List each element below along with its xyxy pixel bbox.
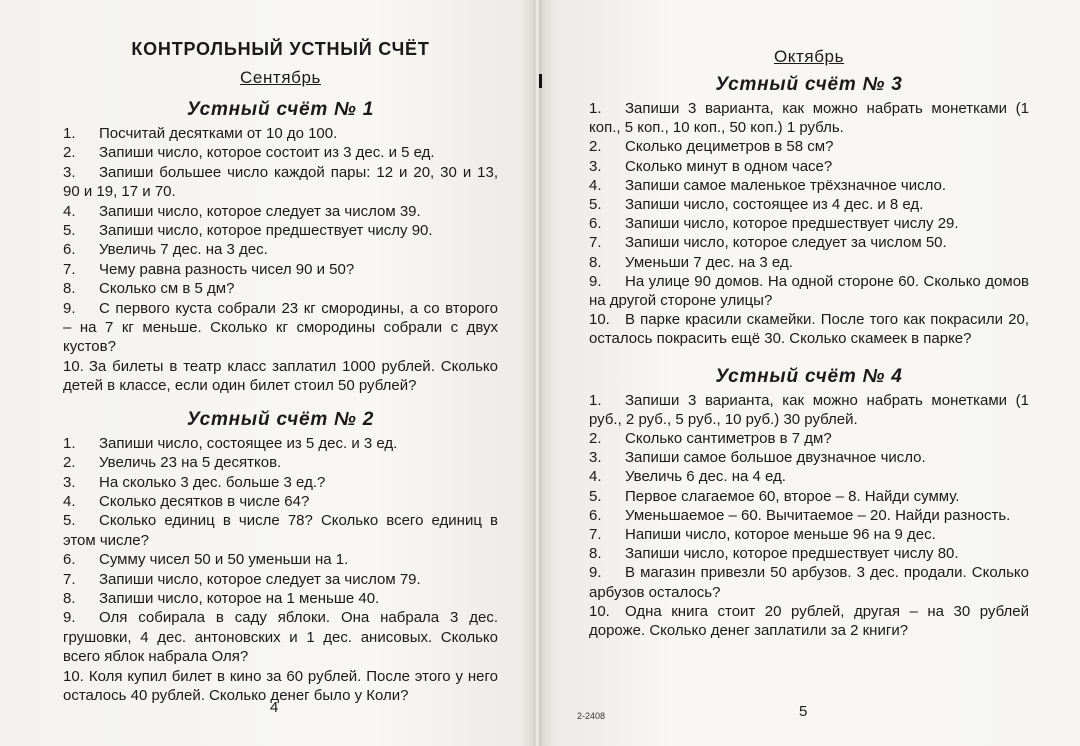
month-heading-september: Сентябрь <box>240 68 321 87</box>
task-item: 6. Уменьшаемое – 60. Вычитаемое – 20. Найди разность. <box>589 506 1011 524</box>
task-list-4 <box>589 391 1029 641</box>
left-page <box>0 0 537 746</box>
task-item: 7. Напиши число, которое меньше 96 на 9 дес. <box>589 526 936 544</box>
page-number-right: 5 <box>799 703 808 720</box>
task-item: 7. Запиши число, которое следует за числом 79. <box>63 570 421 588</box>
task-item: 8. Сколько см в 5 дм? <box>63 280 235 298</box>
book-spine-gutter <box>534 0 541 746</box>
gutter-mark <box>539 74 542 88</box>
task-item: 1. Запиши число, состоящее из 5 дес. и 3 ед. <box>63 434 398 452</box>
task-item: 10. Коля купил билет в кино за 60 рублей. После этого у него осталось 40 рублей. Сколько денег было у Коли? <box>63 667 498 704</box>
book-title: КОНТРОЛЬНЫЙ УСТНЫЙ СЧЁТ <box>131 39 430 59</box>
task-item: 8. Уменьши 7 дес. на 3 ед. <box>589 253 793 271</box>
task-item: 5. Запиши число, которое предшествует числу 90. <box>63 222 433 240</box>
task-item: 6. Сумму чисел 50 и 50 уменьши на 1. <box>63 551 349 569</box>
page-number-left: 4 <box>270 699 279 716</box>
task-item: 3. Запиши большее число каждой пары: 12 и 20, 30 и 13, 90 и 19, 17 и 70. <box>63 163 498 201</box>
task-item: 10. За билеты в театр класс заплатил 1000 рублей. Сколько детей в классе, если один билет стоил 50 рублей? <box>63 357 498 395</box>
task-item: 10. Одна книга стоит 20 рублей, другая – на 30 рублей дороже. Сколько денег заплатили за 2 книги? <box>589 602 1029 640</box>
task-item: 9. В магазин привезли 50 арбузов. 3 дес. продали. Сколько арбузов осталось? <box>589 564 1029 601</box>
right-page <box>537 0 1080 746</box>
task-item: 3. На сколько 3 дес. больше 3 ед.? <box>63 473 326 491</box>
task-item: 1. Посчитай десятками от 10 до 100. <box>63 125 338 142</box>
section-title-2: Устный счёт № 2 <box>186 408 375 430</box>
section-title-4: Устный счёт № 4 <box>715 365 903 387</box>
task-item: 2. Увеличь 23 на 5 десятков. <box>63 454 282 472</box>
task-item: 2. Сколько сантиметров в 7 дм? <box>589 430 832 448</box>
task-list-1 <box>63 124 498 396</box>
task-item: 6. Увеличь 7 дес. на 3 дес. <box>63 241 268 259</box>
task-list-3 <box>589 99 1029 349</box>
task-item: 1. Запиши 3 варианта, как можно набрать монетками (1 руб., 2 руб., 5 руб., 10 руб.) 30 рублей. <box>589 391 1029 428</box>
task-item: 5. Запиши число, состоящее из 4 дес. и 8 ед. <box>589 196 924 214</box>
left-page-content <box>63 0 498 705</box>
section-title-1: Устный счёт № 1 <box>186 99 375 120</box>
task-item: 4. Сколько десятков в числе 64? <box>63 492 310 510</box>
month-heading-october: Октябрь <box>773 47 845 66</box>
task-item: 10. В парке красили скамейки. После того как покрасили 20, осталось покрасить ещё 30. Сколько скамеек в парке? <box>589 311 1029 348</box>
task-item: 2. Запиши число, которое состоит из 3 дес. и 5 ед. <box>63 144 435 162</box>
task-item: 5. Сколько единиц в числе 78? Сколько всего единиц в этом числе? <box>63 512 498 549</box>
task-item: 2. Сколько дециметров в 58 см? <box>589 138 834 156</box>
task-item: 8. Запиши число, которое предшествует числу 80. <box>589 545 959 563</box>
task-item: 9. На улице 90 домов. На одной стороне 60. Сколько домов на другой стороне улицы? <box>589 272 1029 310</box>
task-item: 3. Сколько минут в одном часе? <box>589 157 833 175</box>
task-item: 7. Запиши число, которое следует за числом 50. <box>589 234 947 252</box>
task-item: 9. Оля собирала в саду яблоки. Она набрала 3 дес. грушовки, 4 дес. антоновских и 1 дес. анисовых. Сколько всего яблок набрала Оля? <box>63 609 498 666</box>
task-item: 4. Запиши самое маленькое трёхзначное число. <box>589 176 947 194</box>
task-item: 9. С первого куста собрали 23 кг смородины, а со второго – на 7 кг меньше. Сколько кг смородины собрали с двух кустов? <box>63 299 498 356</box>
task-item: 7. Чему равна разность чисел 90 и 50? <box>63 260 355 278</box>
task-item: 3. Запиши самое большое двузначное число. <box>589 449 926 467</box>
task-item: 1. Запиши 3 варианта, как можно набрать монетками (1 коп., 5 коп., 10 коп., 50 коп.) 1 рубль. <box>589 100 1029 137</box>
right-page-content <box>589 0 1029 640</box>
print-code: 2-2408 <box>577 711 606 721</box>
section-title-3: Устный счёт № 3 <box>715 74 903 95</box>
task-item: 4. Запиши число, которое следует за числом 39. <box>63 202 421 220</box>
task-item: 5. Первое слагаемое 60, второе – 8. Найди сумму. <box>589 487 960 505</box>
task-item: 4. Увеличь 6 дес. на 4 ед. <box>589 468 786 486</box>
task-list-2 <box>63 434 498 706</box>
task-item: 8. Запиши число, которое на 1 меньше 40. <box>63 589 380 607</box>
task-item: 6. Запиши число, которое предшествует числу 29. <box>589 215 959 233</box>
